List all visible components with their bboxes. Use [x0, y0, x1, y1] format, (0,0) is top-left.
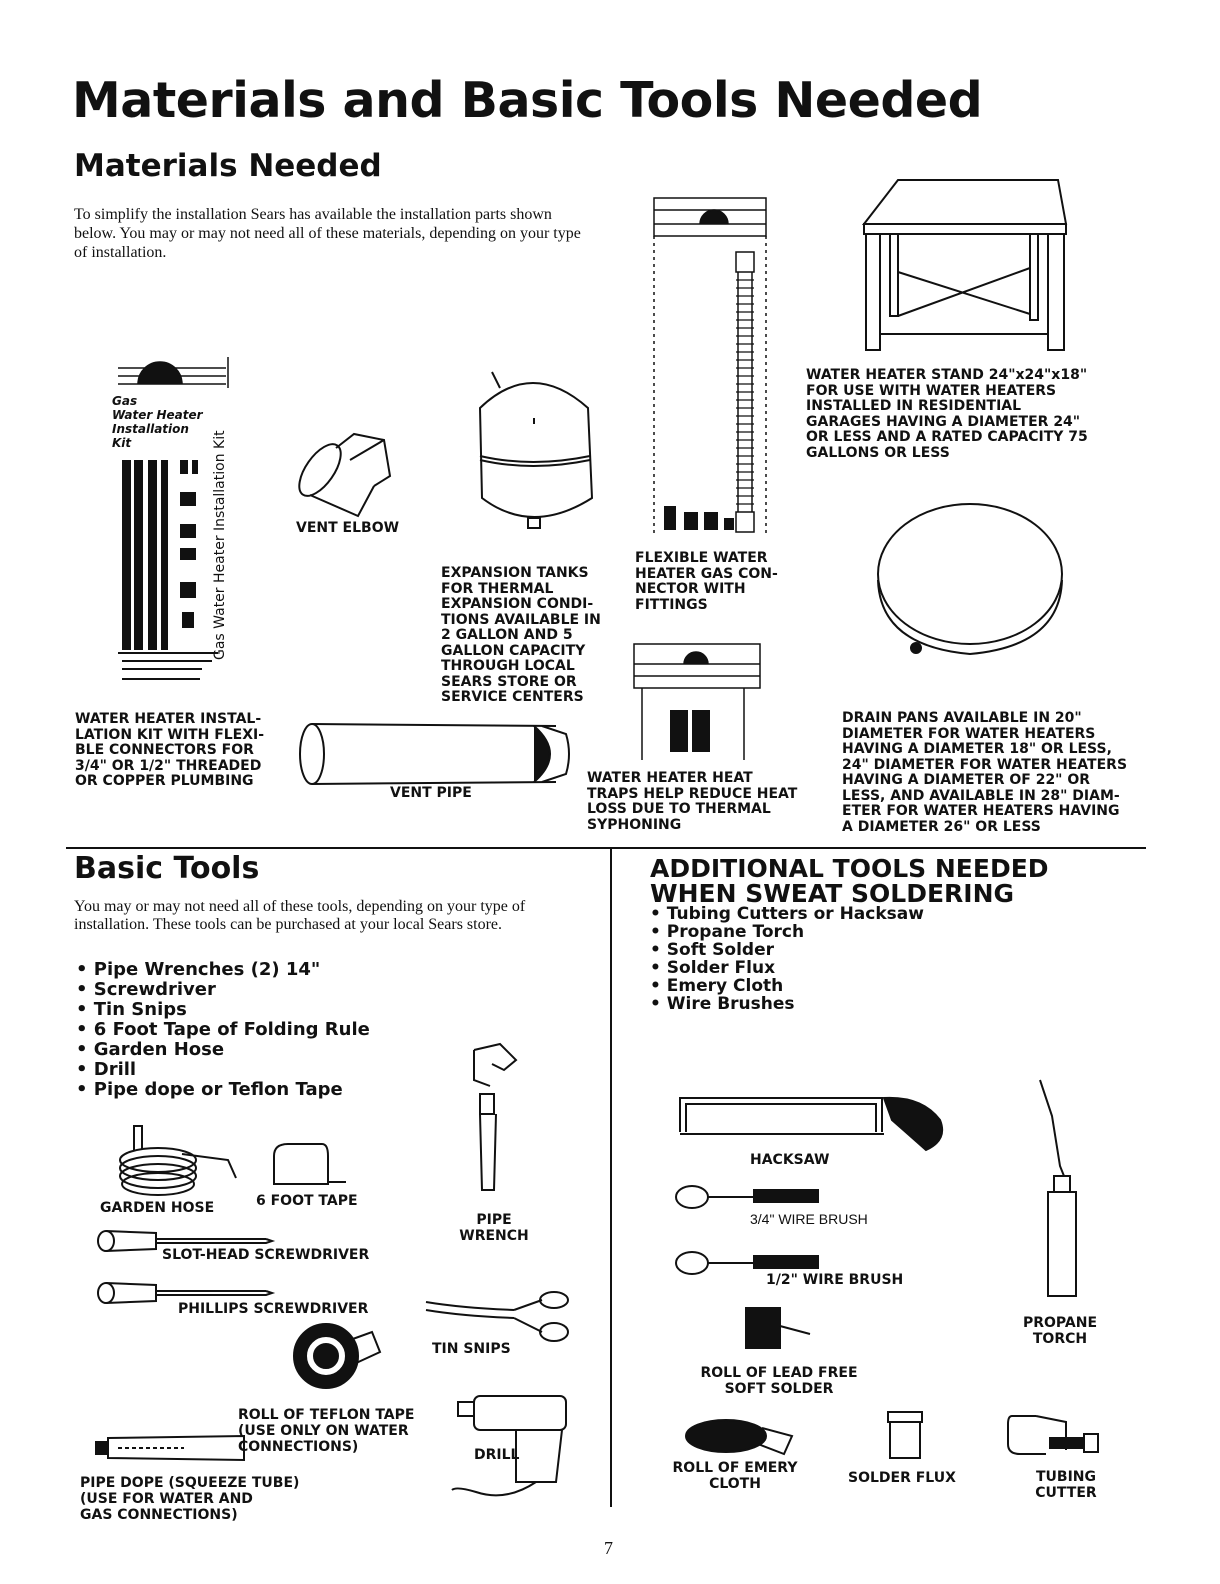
flexible-connector-caption: FLEXIBLE WATER HEATER GAS CON- NECTOR WITH FITTINGS: [635, 550, 778, 613]
vent-pipe-label: VENT PIPE: [390, 785, 472, 801]
hacksaw-label: HACKSAW: [750, 1152, 830, 1168]
slot-screwdriver-label: SLOT-HEAD SCREWDRIVER: [162, 1247, 370, 1263]
basic-tools-title: Basic Tools: [74, 851, 260, 886]
propane-torch-illustration: [1030, 1076, 1090, 1302]
list-item: • Wire Brushes: [650, 994, 795, 1014]
solder-roll-illustration: [740, 1304, 820, 1354]
emery-cloth-illustration: [680, 1414, 800, 1460]
list-item: • Propane Torch: [650, 922, 805, 942]
basic-tools-intro: You may or may not need all of these tools, depending on your type of installation. These tools can be purchased at your local Sears store.: [74, 898, 526, 933]
list-item: • Screwdriver: [76, 979, 216, 1000]
solder-roll-label: ROLL OF LEAD FREE SOFT SOLDER: [700, 1365, 858, 1397]
list-item: • Pipe Wrenches (2) 14": [76, 959, 321, 980]
list-item: • 6 Foot Tape of Folding Rule: [76, 1019, 370, 1040]
list-item: • Pipe dope or Teflon Tape: [76, 1079, 343, 1100]
emery-cloth-label: ROLL OF EMERY CLOTH: [672, 1460, 798, 1492]
vent-elbow-label: VENT ELBOW: [296, 520, 400, 536]
page-number: 7: [604, 1538, 613, 1558]
list-item: • Solder Flux: [650, 958, 776, 978]
water-heater-stand-illustration: [862, 176, 1072, 356]
tape-measure-illustration: [270, 1140, 350, 1188]
list-item: • Drill: [76, 1059, 137, 1080]
propane-torch-label: PROPANE TORCH: [1022, 1315, 1098, 1347]
tubing-cutter-label: TUBING CUTTER: [1035, 1469, 1097, 1501]
solder-flux-label: SOLDER FLUX: [848, 1470, 956, 1486]
teflon-tape-label: ROLL OF TEFLON TAPE (USE ONLY ON WATER CONNECTIONS): [238, 1407, 415, 1455]
basic-tools-list: [76, 960, 370, 1100]
drill-label: DRILL: [474, 1447, 520, 1463]
column-divider: [610, 847, 612, 1507]
kit-box-label: Gas Water Heater Installation Kit: [112, 394, 203, 450]
wire-brush-1-2-label: 1/2" WIRE BRUSH: [766, 1272, 904, 1288]
pipe-dope-tube-illustration: [94, 1432, 254, 1462]
kit-box-side-text: Gas Water Heater Installation Kit: [212, 430, 228, 660]
additional-tools-list: [650, 905, 924, 1013]
tape-measure-label: 6 FOOT TAPE: [256, 1193, 358, 1209]
wire-brush-3-4-illustration: [674, 1182, 824, 1212]
expansion-tank-caption: EXPANSION TANKS FOR THERMAL EXPANSION CONDI- TIONS AVAILABLE IN 2 GALLON AND 5 GALLON CAPACITY THROUGH LOCAL SEARS STORE OR SERVICE CENTERS: [441, 565, 601, 705]
pipe-dope-label: PIPE DOPE (SQUEEZE TUBE) (USE FOR WATER AND GAS CONNECTIONS): [80, 1475, 300, 1523]
drain-pan-illustration: [870, 496, 1070, 666]
wire-brush-3-4-label: 3/4" WIRE BRUSH: [750, 1211, 868, 1227]
water-heater-stand-caption: WATER HEATER STAND 24"x24"x18" FOR USE WITH WATER HEATERS INSTALLED IN RESIDENTIAL GARAGES HAVING A DIAMETER 24" OR LESS AND A RATED CAPACITY 75 GALLONS OR LESS: [806, 367, 1088, 461]
vent-elbow-illustration: [290, 420, 410, 520]
additional-tools-title: ADDITIONAL TOOLS NEEDED WHEN SWEAT SOLDERING: [650, 854, 1049, 908]
tin-snips-illustration: [422, 1290, 572, 1346]
page-title: Materials and Basic Tools Needed: [72, 72, 983, 129]
kit-caption: WATER HEATER INSTAL- LATION KIT WITH FLEXI- BLE CONNECTORS FOR 3/4" OR 1/2" THREADED OR COPPER PLUMBING: [75, 711, 265, 789]
tin-snips-label: TIN SNIPS: [432, 1341, 511, 1357]
garden-hose-illustration: [112, 1120, 242, 1198]
tubing-cutter-illustration: [1006, 1410, 1106, 1464]
teflon-tape-illustration: [288, 1316, 388, 1396]
heat-traps-caption: WATER HEATER HEAT TRAPS HELP REDUCE HEAT LOSS DUE TO THERMAL SYPHONING: [587, 770, 798, 833]
expansion-tank-illustration: [470, 368, 600, 538]
section-title-materials: Materials Needed: [74, 148, 382, 184]
list-item: • Tubing Cutters or Hacksaw: [650, 904, 924, 924]
list-item: • Garden Hose: [76, 1039, 225, 1060]
list-item: • Tin Snips: [76, 999, 187, 1020]
hacksaw-illustration: [672, 1090, 952, 1156]
section-divider: [66, 847, 1146, 849]
list-item: • Emery Cloth: [650, 976, 784, 996]
materials-intro: To simplify the installation Sears has available the installation parts shown below. You may or may not need all of these materials, depending on your type of installation.: [74, 206, 581, 261]
drain-pan-caption: DRAIN PANS AVAILABLE IN 20" DIAMETER FOR WATER HEATERS HAVING A DIAMETER 18" OR LESS, 24" DIAMETER FOR WATER HEATERS HAVING A DIAMETER OF 22" OR LESS, AND AVAILABLE IN 28" DIAM- ETER FOR WATER HEATERS HAVING A DIAMETER 26" OR LESS: [842, 710, 1128, 835]
pipe-wrench-label: PIPE WRENCH: [459, 1212, 529, 1244]
pipe-wrench-illustration: [460, 1040, 530, 1200]
vent-pipe-illustration: [296, 720, 586, 790]
heat-traps-illustration: [628, 640, 768, 766]
solder-flux-illustration: [884, 1408, 928, 1462]
list-item: • Soft Solder: [650, 940, 774, 960]
garden-hose-label: GARDEN HOSE: [100, 1200, 215, 1216]
flexible-connector-illustration: [650, 196, 770, 542]
phillips-screwdriver-label: PHILLIPS SCREWDRIVER: [178, 1301, 369, 1317]
